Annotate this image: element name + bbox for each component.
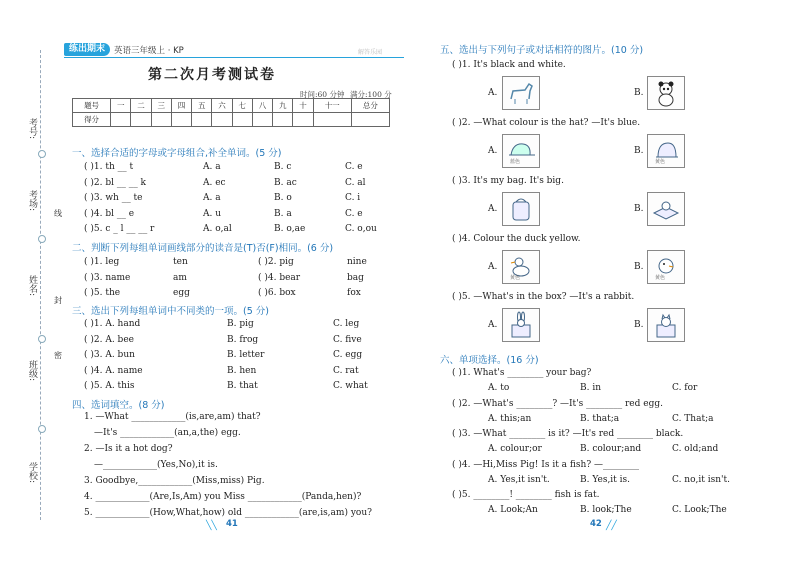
section-5-title: 五、选出与下列句子或对话相符的图片。(10 分)	[440, 45, 644, 56]
horse-icon	[503, 77, 539, 109]
option-b: B. letter	[227, 350, 265, 360]
cell: 题号	[73, 99, 111, 113]
section-4-title: 四、选词填空。(8 分)	[72, 400, 165, 411]
option-c: C. Look;The	[672, 505, 727, 515]
option-b: B. pig	[227, 319, 254, 329]
cell: 七	[232, 99, 252, 113]
score-cell[interactable]	[171, 113, 191, 127]
option-a: A. Yes,it isn't.	[488, 474, 550, 485]
colour-label: 黄色	[655, 159, 666, 165]
question-left: ( )3. name	[84, 272, 131, 283]
option-b-label: B.	[634, 320, 644, 330]
option-a-label: A.	[488, 146, 498, 156]
question-stem: ( )5. A. this	[84, 381, 135, 391]
fill-line: 3. Goodbye,____________(Miss,miss) Pig.	[84, 476, 265, 486]
label-exam-room: 考场:	[27, 190, 37, 212]
score-cell[interactable]	[313, 113, 351, 127]
picture-option-a	[502, 308, 540, 342]
binding-line	[40, 50, 41, 520]
option-b: B. Yes,it is.	[580, 474, 631, 485]
fill-line: —____________(Yes,No),it is.	[94, 460, 218, 470]
page-deco: ╱╱	[606, 521, 617, 531]
option-b: B. frog	[227, 334, 259, 345]
option-a: A. Look;An	[488, 505, 538, 515]
word-right: bag	[347, 272, 364, 283]
cell: 二	[131, 99, 151, 113]
question-stem: ( )1. What's ________ your bag?	[452, 368, 592, 378]
panda-icon	[648, 77, 684, 109]
fill-line: 2. —Is it a hot dog?	[84, 444, 173, 454]
option-c: C. e	[345, 208, 363, 219]
colour-label: 黄色	[655, 275, 666, 281]
option-b: B. colour;and	[580, 444, 642, 454]
label-exam-number: 考号:	[27, 118, 37, 140]
section-2-title: 二、判断下列每组单词画线部分的读音是(T)否(F)相同。(6 分)	[72, 243, 334, 254]
box-icon	[648, 193, 684, 225]
option-a: A. a	[203, 193, 221, 203]
margin-dot	[38, 235, 46, 243]
option-c: C. rat	[333, 365, 359, 376]
margin-dot	[38, 425, 46, 433]
score-header-row	[73, 99, 390, 113]
word-left: egg	[173, 288, 190, 298]
question-stem: ( )2. A. bee	[84, 334, 134, 345]
cell: 四	[171, 99, 191, 113]
cell: 五	[192, 99, 212, 113]
option-a: A. this;an	[488, 413, 532, 424]
hat-icon	[648, 135, 684, 167]
section-6-title: 六、单项选择。(16 分)	[440, 355, 539, 366]
option-a: A. o,al	[203, 224, 232, 234]
option-c: C. what	[333, 381, 368, 391]
rabbit-icon	[503, 309, 539, 341]
label-name: 姓名:	[27, 275, 37, 297]
question-left: ( )5. the	[84, 288, 121, 298]
option-b: B. that	[227, 381, 258, 391]
option-b-label: B.	[634, 204, 644, 214]
cat-icon	[648, 309, 684, 341]
cell: 三	[151, 99, 171, 113]
cell: 十一	[313, 99, 351, 113]
option-a: A. colour;or	[488, 444, 542, 454]
question-stem: ( )1. A. hand	[84, 319, 141, 329]
picture-option-b	[647, 250, 685, 284]
option-a-label: A.	[488, 262, 498, 272]
score-cell[interactable]	[252, 113, 272, 127]
option-c: C. old;and	[672, 444, 719, 454]
question-right: ( )4. bear	[258, 272, 301, 283]
option-c: C. no,it isn't.	[672, 474, 730, 485]
duck-icon	[503, 251, 539, 283]
score-cell[interactable]	[212, 113, 232, 127]
watermark: 解答乐园	[358, 49, 383, 56]
word-right: nine	[347, 257, 367, 267]
option-a-label: A.	[488, 320, 498, 330]
option-b: B. o	[274, 193, 292, 203]
option-b: B. a	[274, 208, 292, 219]
cell: 九	[273, 99, 293, 113]
score-table	[72, 98, 390, 127]
option-a-label: A.	[488, 204, 498, 214]
option-b: B. look;The	[580, 505, 632, 515]
cell: 得分	[73, 113, 111, 127]
option-b: B. o,ae	[274, 224, 306, 234]
cap-icon	[503, 135, 539, 167]
question-right: ( )2. pig	[258, 257, 294, 267]
cell: 十	[293, 99, 313, 113]
total-score: 满分:100 分	[350, 90, 392, 99]
option-b: B. c	[274, 162, 292, 172]
course-label: 英语三年级上 · KP	[114, 46, 184, 56]
time-limit: 时间:60 分钟	[300, 90, 345, 99]
picture-option-b	[647, 308, 685, 342]
word-left: ten	[173, 257, 188, 267]
chick-icon	[648, 251, 684, 283]
question-stem: ( )4. —Hi,Miss Pig! Is it a fish? —________	[452, 459, 640, 470]
question-stem: ( )5. ________! ________ fish is fat.	[452, 490, 600, 500]
question-stem: ( )4. A. name	[84, 365, 143, 376]
word-right: fox	[347, 288, 361, 298]
header-rule	[64, 57, 404, 58]
picture-option-b	[647, 192, 685, 226]
picture-option-b	[647, 134, 685, 168]
score-cell[interactable]	[232, 113, 252, 127]
word-left: am	[173, 272, 187, 283]
option-b-label: B.	[634, 88, 644, 98]
score-cell[interactable]	[351, 113, 389, 127]
label-class: 班级:	[27, 360, 37, 382]
option-a: A. a	[203, 162, 221, 172]
section-3-title: 三、选出下列每组单词中不同类的一项。(5 分)	[72, 306, 269, 317]
cut-label: 线	[54, 209, 62, 218]
bag-icon	[503, 193, 539, 225]
fill-line: 5. ____________(How,What,how) old ____________(are,is,am) you?	[84, 508, 372, 518]
option-c: C. egg	[333, 350, 363, 360]
cell: 总分	[351, 99, 389, 113]
page-title: 第二次月考测试卷	[148, 67, 276, 83]
score-cell[interactable]	[273, 113, 293, 127]
option-c: C. leg	[333, 319, 360, 329]
score-cell[interactable]	[111, 113, 131, 127]
score-cell[interactable]	[151, 113, 171, 127]
colour-label: 黄色	[510, 275, 521, 281]
margin-dot	[38, 335, 46, 343]
option-a: A. u	[203, 208, 222, 219]
page-number-right: 42	[590, 519, 602, 529]
page-number-left: 41	[226, 519, 238, 529]
option-b: B. in	[580, 383, 602, 393]
cell: 八	[252, 99, 272, 113]
option-c: C. for	[672, 383, 698, 393]
question-stem: ( )3. A. bun	[84, 350, 135, 360]
section-1-title: 一、选择合适的字母或字母组合,补全单词。(5 分)	[72, 148, 282, 159]
option-b: B. ac	[274, 177, 297, 188]
margin-dot	[38, 150, 46, 158]
page-deco: ╲╲	[206, 521, 217, 531]
question-stem: ( )5. c _ l __ __ r	[84, 224, 155, 234]
option-c: C. o,ou	[345, 224, 377, 234]
cell: 六	[212, 99, 232, 113]
question-stem: ( )1. th __ t	[84, 162, 134, 172]
question-left: ( )1. leg	[84, 257, 120, 267]
option-c: C. al	[345, 177, 366, 188]
score-cell[interactable]	[131, 113, 151, 127]
option-a: A. to	[488, 383, 510, 393]
cut-label: 密	[54, 351, 62, 360]
option-a-label: A.	[488, 88, 498, 98]
option-b: B. that;a	[580, 413, 620, 424]
score-cell[interactable]	[192, 113, 212, 127]
fill-line: 4. ____________(Are,Is,Am) you Miss ____________(Panda,hen)?	[84, 492, 362, 502]
option-b-label: B.	[634, 262, 644, 272]
option-c: C. e	[345, 162, 363, 172]
question-stem: ( )5. —What's in the box? —It's a rabbit.	[452, 292, 635, 302]
option-b-label: B.	[634, 146, 644, 156]
label-school: 学校:	[27, 462, 37, 484]
question-stem: ( )3. It's my bag. It's big.	[452, 176, 564, 186]
question-stem: ( )2. —What's ________? —It's ________ red egg.	[452, 398, 663, 409]
question-right: ( )6. box	[258, 288, 296, 298]
option-b: B. hen	[227, 365, 257, 376]
brand-logo: 练出期末	[64, 43, 110, 56]
score-value-row	[73, 113, 390, 127]
question-stem: ( )2. bl __ __ k	[84, 177, 147, 188]
question-stem: ( )3. —What ________ is it? —It's red ________ black.	[452, 429, 684, 439]
option-c: C. That;a	[672, 413, 714, 424]
score-cell[interactable]	[293, 113, 313, 127]
picture-option-a	[502, 192, 540, 226]
question-stem: ( )3. wh __ te	[84, 193, 143, 203]
option-c: C. five	[333, 334, 362, 345]
fill-line: —It's ____________(an,a,the) egg.	[94, 428, 241, 438]
picture-option-a	[502, 76, 540, 110]
question-stem: ( )4. Colour the duck yellow.	[452, 234, 581, 244]
question-stem: ( )1. It's black and white.	[452, 60, 566, 70]
picture-option-b	[647, 76, 685, 110]
picture-option-a	[502, 250, 540, 284]
picture-option-a	[502, 134, 540, 168]
cut-label: 封	[54, 296, 62, 305]
fill-line: 1. —What ____________(is,are,am) that?	[84, 412, 261, 422]
option-a: A. ec	[203, 177, 226, 188]
question-stem: ( )2. —What colour is the hat? —It's blue.	[452, 118, 641, 128]
option-c: C. i	[345, 193, 361, 203]
cell: 一	[111, 99, 131, 113]
colour-label: 蓝色	[510, 159, 521, 165]
question-stem: ( )4. bl __ e	[84, 208, 135, 219]
